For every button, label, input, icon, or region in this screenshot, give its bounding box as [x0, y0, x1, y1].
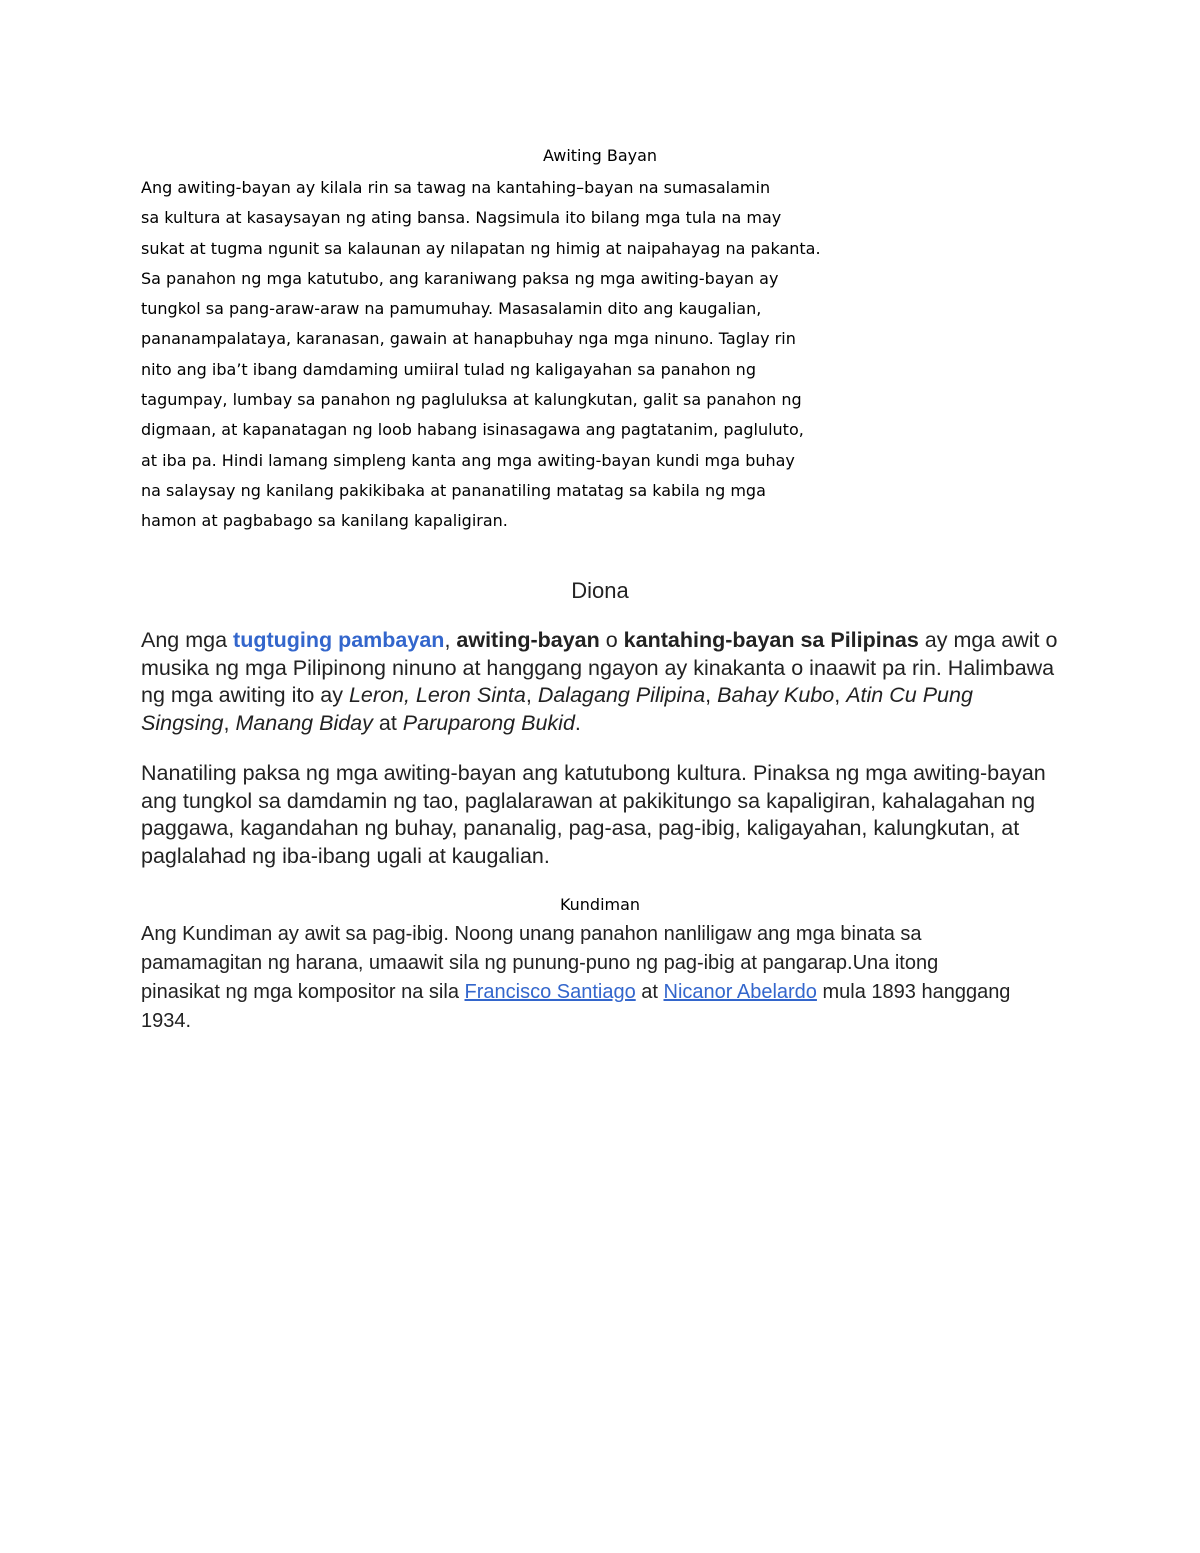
paragraph-line: tagumpay, lumbay sa panahon ng pagluluksa at kalungkutan, galit sa panahon ng: [141, 390, 802, 410]
song-title: Paruparong Bukid: [402, 710, 575, 735]
text-run: ,: [525, 683, 538, 707]
heading-diona: Diona: [571, 578, 629, 603]
song-title: Atin Cu Pung Singsing: [141, 683, 973, 735]
bold-term: awiting-bayan: [456, 628, 600, 652]
paragraph-line: at iba pa. Hindi lamang simpleng kanta ang mga awiting-bayan kundi mga buhay: [141, 450, 795, 470]
text-run: Ang mga: [141, 628, 234, 652]
diona-paragraph-2: Nanatiling paksa ng mga awiting-bayan ang katutubong kultura. Pinaksa ng mga awiting-bayan ang tungkol sa damdamin ng tao, paglalarawan at pakikitungo sa kapaligiran, kahalagahan ng paggawa, kagandahan ng buhay, pananalig, pag-asa, pag-ibig, kaligayahan, kalungkutan, at paglalahad ng iba-ibang ugali at kaugalian.: [141, 761, 1046, 868]
diona-paragraph-1: [141, 627, 1061, 737]
text-run: ,: [223, 710, 236, 735]
paragraph-line: digmaan, at kapanatagan ng loob habang isinasagawa ang pagtatanim, pagluluto,: [141, 420, 804, 440]
text-run: ,: [834, 683, 847, 707]
text-run: at: [635, 981, 664, 1003]
text-run: ay mga awit o musika ng mga Pilipinong ninuno at hanggang ngayon ay kinakanta o inaawit pa rin. Halimbawa ng mga awiting ito ay: [141, 628, 1058, 707]
song-title: Manang Biday: [235, 710, 373, 735]
awiting-bayan-paragraph: [141, 173, 901, 537]
song-title: Leron, Leron Sinta: [348, 683, 526, 707]
paragraph-line: sa kultura at kasaysayan ng ating bansa. Nagsimula ito bilang mga tula na may: [141, 208, 782, 228]
paragraph-line: sukat at tugma ngunit sa kalaunan ay nilapatan ng himig at naipahayag na pakanta.: [141, 238, 821, 258]
tugtuging-pambayan-link[interactable]: tugtuging pambayan: [233, 628, 445, 652]
nicanor-abelardo-link[interactable]: Nicanor Abelardo: [663, 981, 817, 1003]
text-run: o: [599, 628, 624, 652]
bold-term: kantahing-bayan sa Pilipinas: [623, 628, 919, 652]
heading-awiting-bayan: Awiting Bayan: [542, 146, 658, 165]
heading-kundiman: Kundiman: [559, 895, 641, 914]
kundiman-paragraph: [141, 920, 1021, 1036]
text-run: ,: [705, 683, 718, 707]
paragraph-line: Ang awiting-bayan ay kilala rin sa tawag na kantahing–bayan na sumasalamin: [141, 178, 771, 197]
song-title: Dalagang Pilipina: [537, 683, 706, 707]
paragraph-line: na salaysay ng kanilang pakikibaka at pananatiling matatag sa kabila ng mga: [141, 480, 766, 500]
paragraph-line: tungkol sa pang-araw-araw na pamumuhay. Masasalamin dito ang kaugalian,: [141, 299, 762, 319]
paragraph-line: pananampalataya, karanasan, gawain at hanapbuhay nga mga ninuno. Taglay rin: [141, 329, 796, 349]
text-run: at: [372, 710, 403, 735]
text-run: .: [574, 710, 581, 735]
francisco-santiago-link[interactable]: Francisco Santiago: [464, 981, 636, 1003]
paragraph-line: Sa panahon ng mga katutubo, ang karaniwang paksa ng mga awiting-bayan ay: [141, 268, 779, 288]
text-run: Ang Kundiman ay awit sa pag-ibig. Noong unang panahon nanliligaw ang mga binata sa pamamagitan ng harana, umaawit sila ng punung-puno ng pag-ibig at pangarap.Una itong pinasikat ng mga kompositor na sila: [141, 923, 939, 1003]
paragraph-line: hamon at pagbabago sa kanilang kapaligiran.: [141, 511, 508, 531]
text-run: mula 1893 hanggang 1934.: [141, 981, 1011, 1032]
song-title: Bahay Kubo: [717, 683, 835, 707]
paragraph-line: nito ang iba’t ibang damdaming umiiral tulad ng kaligayahan sa panahon ng: [141, 359, 756, 379]
text-run: ,: [444, 628, 457, 652]
